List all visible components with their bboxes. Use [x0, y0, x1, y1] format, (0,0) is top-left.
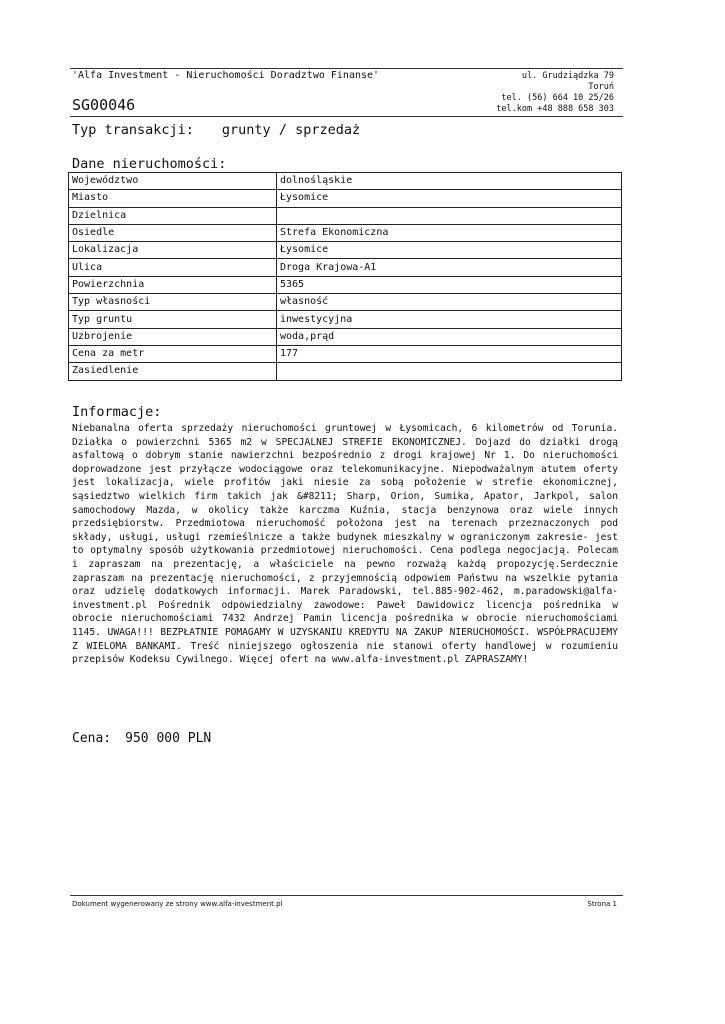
- property-value: [277, 363, 622, 380]
- table-row: [69, 294, 622, 311]
- property-key: Powierzchnia: [69, 276, 277, 293]
- table-row: [69, 190, 622, 207]
- offer-reference: SG00046: [72, 96, 136, 114]
- property-value: Łysomice: [277, 190, 622, 207]
- table-row: [69, 259, 622, 276]
- price-label: Cena:: [72, 731, 112, 746]
- header-bottom-rule: [70, 116, 623, 117]
- mobile-number: tel.kom +48 888 658 303: [496, 104, 614, 114]
- footer-source: Dokument wygenerowany ze strony www.alfa-investment.pl: [72, 900, 283, 908]
- property-value: własność: [277, 294, 622, 311]
- table-row: [69, 224, 622, 241]
- property-section-title: Dane nieruchomości:: [72, 156, 227, 172]
- property-key: Typ własności: [69, 294, 277, 311]
- property-key: Zasiedlenie: [69, 363, 277, 380]
- property-key: Dzielnica: [69, 207, 277, 224]
- table-row: [69, 173, 622, 190]
- table-row: [69, 276, 622, 293]
- price-value: 950 000 PLN: [125, 731, 212, 746]
- offer-description: Niebanalna oferta sprzedaży nieruchomości gruntowej w Łysomicach, 6 kilometrów od Torunia. Działka o powierzchni 5365 m2 w SPECJALNEJ STREFIE EKONOMICZNEJ. Dojazd do działki drogą asfaltową o dobrym stanie nawierzchni bezpośrednio z drogi krajowej Nr 1. Do nieruchomości doprowadzone jest przyłącze wodociągowe oraz telekomunikacyjne. Niepodważalnym atutem oferty jest lokalizacja, wiele profitów jaki niesie za sobą położenie w strefie ekonomicznej, sąsiedztwo wielkich firm takich jak &#8211; Sharp, Orion, Sumika, Apator, Jarkpol, salon samochodowy Mazda, w okolicy także karczma Kuźnia, stacja benzynowa oraz wiele innych przedsiębiorstw. Przedmiotowa nieruchomość położona jest na terenach przeznaczonych pod składy, usługi, usługi rzemieślnicze a także budynek mieszkalny w ograniczonym zakresie- jest to optymalny sposób użytkowania przedmiotowej nieruchomości. Cena podlega negocjacją. Polecam i zapraszam na prezentację, a właściciele na pewno rozważą każdą propozycję.Serdecznie zapraszam na prezentację nieruchomości, z przyjemnością odpowiem Państwu na wszelkie pytania oraz udzielę dodatkowych informacji. Marek Paradowski, tel.885-902-462, m.paradowski@alfa-investment.pl Pośrednik odpowiedzialny zawodowe: Paweł Dawidowicz licencja pośrednika w obrocie nieruchomościami 7432 Andrzej Pamin licencja pośrednika w obrocie nieruchomościami 1145. UWAGA!!! BEZPŁATNIE POMAGAMY W UZYSKANIU KREDYTU NA ZAKUP NIERUCHOMOŚCI. WSPÓŁPRACUJEMY Z WIELOMA BANKAMI. Treść niniejszego ogłoszenia nie stanowi oferty handlowej w rozumieniu przepisów Kodeksu Cywilnego. Więcej ofert na www.alfa-investment.pl ZAPRASZAMY!: [72, 423, 618, 666]
- property-table: [68, 172, 622, 381]
- transaction-value: grunty / sprzedaż: [221, 122, 361, 138]
- table-row: [69, 242, 622, 259]
- property-key: Miasto: [69, 190, 277, 207]
- address-city: Toruń: [588, 82, 614, 92]
- header-top-rule: [70, 68, 623, 69]
- table-row: [69, 311, 622, 328]
- property-value: 177: [277, 345, 622, 362]
- property-value: [277, 207, 622, 224]
- property-value: 5365: [277, 276, 622, 293]
- price-line: [72, 731, 211, 746]
- transaction-label: Typ transakcji:: [72, 122, 194, 138]
- property-key: Typ gruntu: [69, 311, 277, 328]
- property-key: Osiedle: [69, 224, 277, 241]
- info-section-title: Informacje:: [72, 404, 162, 420]
- table-row: [69, 345, 622, 362]
- property-key: Ulica: [69, 259, 277, 276]
- property-value: Strefa Ekonomiczna: [277, 224, 622, 241]
- address-street: ul. Grudziądzka 79: [521, 71, 614, 81]
- property-value: woda,prąd: [277, 328, 622, 345]
- company-name: 'Alfa Investment - Nieruchomości Doradztwo Finanse': [72, 70, 380, 81]
- property-key: Uzbrojenie: [69, 328, 277, 345]
- footer-rule: [70, 895, 623, 896]
- page-number: Strona 1: [587, 900, 617, 908]
- property-key: Województwo: [69, 173, 277, 190]
- property-value: Łysomice: [277, 242, 622, 259]
- table-row: [69, 363, 622, 380]
- property-value: inwestycyjna: [277, 311, 622, 328]
- transaction-line: [72, 122, 360, 138]
- property-value: Droga Krajowa-A1: [277, 259, 622, 276]
- phone-number: tel. (56) 664 10 25/26: [501, 93, 614, 103]
- property-value: dolnośląskie: [277, 173, 622, 190]
- contact-block: [496, 71, 614, 115]
- property-key: Cena za metr: [69, 345, 277, 362]
- property-key: Lokalizacja: [69, 242, 277, 259]
- table-row: [69, 207, 622, 224]
- table-row: [69, 328, 622, 345]
